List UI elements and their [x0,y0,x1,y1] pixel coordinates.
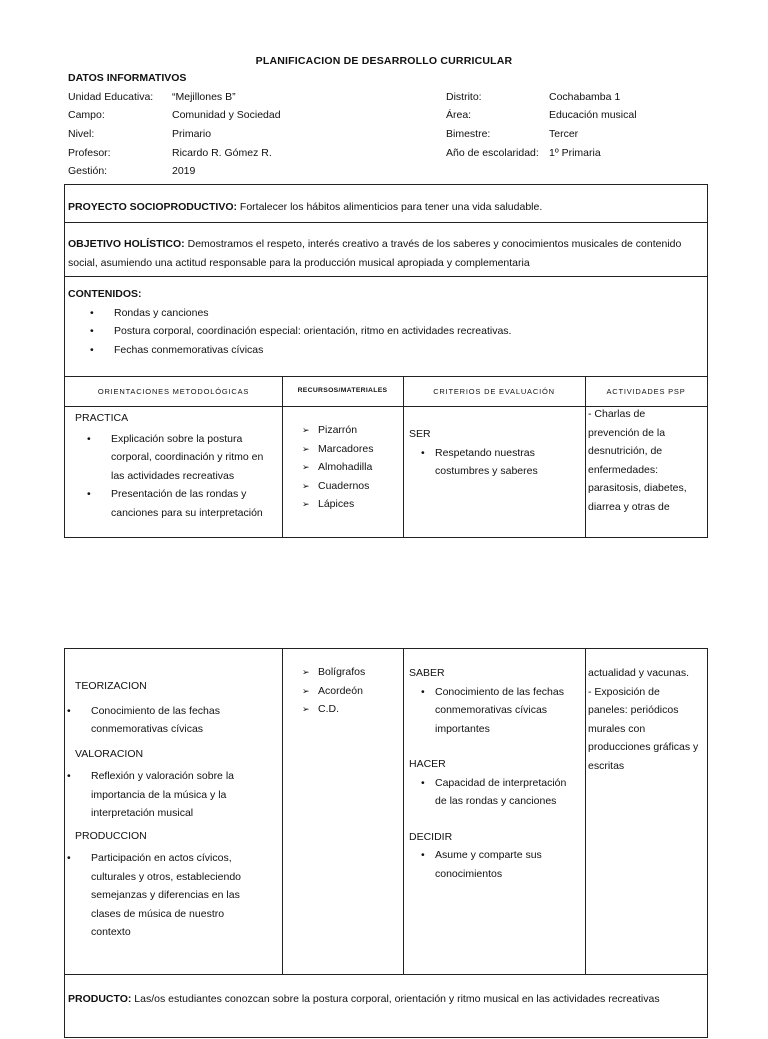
info-value: 2019 [172,165,196,177]
orientaciones-cell [65,677,282,942]
producto-text: Las/os estudiantes conozcan sobre la postura corporal, orientación y ritmo musical en las actividades recreativas [131,993,660,1005]
info-value: Ricardo R. Gómez R. [172,147,272,159]
proyecto-text: Fortalecer los hábitos alimenticios para tener una vida saludable. [237,201,543,213]
header-recursos: RECURSOS/MATERIALES [297,387,388,394]
objetivo-text-continued: social, asumiendo una actitud responsable para la producción musical apropiada y complementaria [68,256,530,269]
info-value: Primario [172,128,212,140]
table-row [65,407,707,537]
list-item: • Conocimiento de las fechas conmemorativas cívicas [45,702,282,739]
list-item: ➢ Almohadilla [280,458,403,477]
criterio-heading: SER [409,428,431,440]
list-item: ➢ Marcadores [280,440,403,459]
plan-table-page1 [64,184,708,538]
recursos-cell [282,663,403,719]
info-value: “Mejillones B” [172,91,236,103]
recursos-cell [282,421,403,514]
objetivo-text: Demostramos el respeto, interés creativo a través de los saberes y conocimientos musicales de contenido [184,238,682,250]
proyecto-label: PROYECTO SOCIOPRODUCTIVO: [68,201,237,213]
criterios-cell [403,664,585,883]
decidir-heading: DECIDIR [409,830,453,843]
list-item: • Presentación de las rondas y canciones para su interpretación [65,485,282,522]
contenidos-list [68,304,704,360]
info-value: Tercer [549,128,579,140]
info-label: Campo: [68,109,105,121]
info-label: Profesor: [68,147,111,159]
header-criterios: CRITERIOS DE EVALUACIÓN [433,387,555,396]
saber-heading: SABER [409,667,445,679]
list-item: • Participación en actos cívicos, culturales y otros, estableciendo semejanzas y diferencias en las clases de música de nuestro contexto [45,849,282,942]
list-item: ➢ Lápices [280,495,403,514]
list-item: ➢ Cuadernos [280,477,403,496]
table-header-row [65,377,707,407]
table-row [65,649,707,975]
list-item: • Asume y comparte sus conocimientos [405,846,585,883]
header-orientaciones: ORIENTACIONES METODOLÓGICAS [97,387,250,396]
list-item: ➢ Pizarrón [280,421,403,440]
proyecto-section [65,185,707,223]
list-item: • Respetando nuestras costumbres y saberes [405,444,585,481]
producto-section [65,975,707,1039]
teorizacion-heading: TEORIZACION [75,680,147,692]
orientaciones-cell [65,409,282,522]
producto-label: PRODUCTO: [68,993,132,1005]
list-item: • Rondas y canciones [68,304,704,323]
contenidos-label: CONTENIDOS: [68,288,142,300]
valoracion-heading: VALORACION [75,747,144,760]
list-item: ➢ Acordeón [280,682,403,701]
datos-informativos-heading: DATOS INFORMATIVOS [68,72,187,84]
info-label: Nivel: [68,128,95,140]
info-value: 1º Primaria [549,147,601,159]
info-value: Educación musical [549,109,637,121]
list-item: • Postura corporal, coordinación especial: orientación, ritmo en actividades recreativas. [68,322,704,341]
info-label: Bimestre: [446,128,491,140]
info-value: Cochabamba 1 [549,91,621,103]
list-item: • Explicación sobre la postura corporal, coordinación y ritmo en las actividades recreativas [65,430,282,486]
header-actividades: ACTIVIDADES PSP [606,387,686,396]
list-item: ➢ C.D. [280,700,403,719]
orientaciones-heading: PRACTICA [75,412,129,424]
produccion-heading: PRODUCCION [75,829,147,842]
list-item: • Fechas conmemorativas cívicas [68,341,704,360]
actividades-cell: actualidad y vacunas. - Exposición de paneles: periódicos murales con producciones gráficas y escritas [588,667,699,772]
info-label: Año de escolaridad: [446,147,539,159]
list-item: • Capacidad de interpretación de las rondas y canciones [405,774,585,811]
objetivo-label: OBJETIVO HOLÍSTICO: [68,238,185,250]
info-label: Distrito: [446,91,482,103]
objetivo-section [65,223,707,277]
list-item: ➢ Bolígrafos [280,663,403,682]
list-item: • Conocimiento de las fechas conmemorativas cívicas importantes [405,683,585,739]
contenidos-section [65,277,707,377]
info-value: Comunidad y Sociedad [172,109,281,121]
info-label: Gestión: [68,165,108,177]
plan-table-page2 [64,648,708,1038]
info-label: Unidad Educativa: [68,91,154,103]
criterios-cell [403,425,585,481]
info-label: Área: [446,109,472,121]
list-item: • Reflexión y valoración sobre la importancia de la música y la interpretación musical [45,767,282,823]
hacer-heading: HACER [409,758,446,770]
actividades-cell: - Charlas de prevención de la desnutrición, de enfermedades: parasitosis, diabetes, diarrea y otras de [588,408,687,513]
page-title: PLANIFICACION DE DESARROLLO CURRICULAR [255,55,513,67]
